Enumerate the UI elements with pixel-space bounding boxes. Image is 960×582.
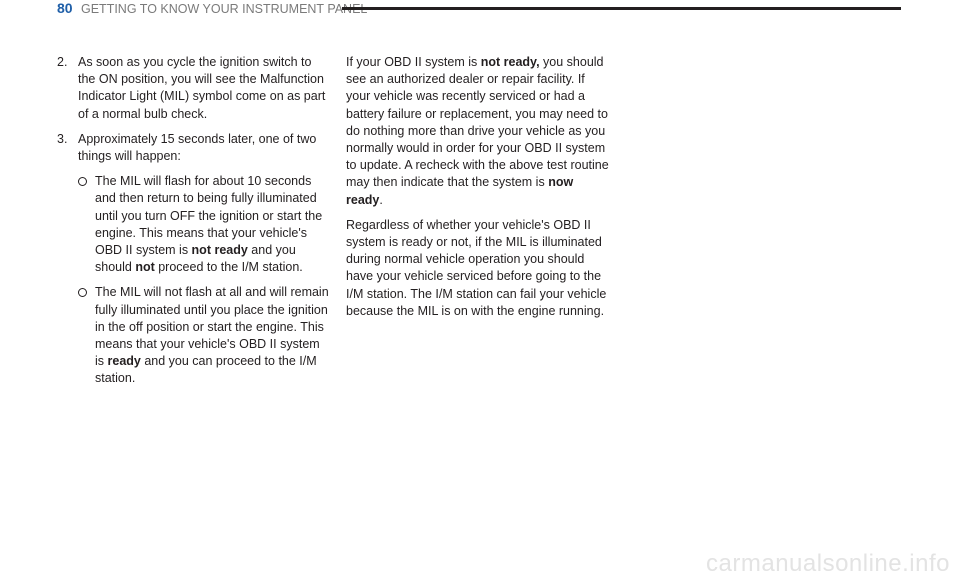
- numbered-item-2: [57, 54, 329, 123]
- bold-not-ready: not ready,: [480, 55, 540, 69]
- paragraph-not-ready: [346, 54, 610, 209]
- bullet-list: [78, 173, 329, 387]
- page-header: [57, 0, 901, 40]
- item-number: 3.: [57, 131, 68, 146]
- bullet-text: The MIL will not flash at all and will remain fully illuminated until you place the ignition in the off position or start the engine. This means that your vehicle's OBD II system is: [95, 285, 329, 369]
- item-number: 2.: [57, 55, 68, 69]
- circle-bullet-icon: [78, 177, 87, 186]
- paragraph-regardless: [346, 217, 610, 320]
- bold-now-ready: now ready: [346, 175, 574, 207]
- bold-not: not: [135, 260, 155, 275]
- page-number: 80: [57, 0, 73, 16]
- item-text: As soon as you cycle the ignition switch to the ON position, you will see the Malfunction Indicator Light (MIL) symbol come on as part of a normal bulb check.: [78, 55, 326, 121]
- paragraph-text: Regardless of whether your vehicle's OBD II system is ready or not, if the MIL is illuminated during normal vehicle operation you should have your vehicle serviced before going to the I/M station. The I/M station can fail your vehicle because the MIL is on with the engine running.: [346, 217, 607, 318]
- bold-ready: ready: [107, 354, 141, 369]
- bullet-text: The MIL will flash for about 10 seconds and then return to being fully illuminated until you turn OFF the ignition or start the engine. This means that your vehicle's OBD II system is: [95, 174, 323, 258]
- left-column: [57, 54, 329, 396]
- bold-not-ready: not ready: [191, 243, 248, 258]
- bullet-item-no-flash: [78, 284, 329, 387]
- paragraph-text: you should see an authorized dealer or repair facility. If your vehicle was recently serviced or had a battery failure or replacement, you may need to do nothing more than drive your vehicle as you normally would in order for your OBD II system to update. A recheck with the above test routine may then indicate that the system is: [346, 55, 609, 190]
- numbered-item-3: [57, 131, 329, 388]
- watermark: carmanualsonline.info: [706, 550, 950, 577]
- bullet-text: and you should: [95, 243, 296, 275]
- header-rule: [342, 7, 901, 10]
- bullet-text: and you can proceed to the I/M station.: [95, 354, 317, 386]
- paragraph-text: .: [379, 192, 383, 207]
- right-column: [346, 54, 610, 328]
- bullet-text: proceed to the I/M station.: [154, 260, 303, 275]
- bullet-item-flash: [78, 173, 329, 276]
- circle-bullet-icon: [78, 288, 87, 297]
- item-text: Approximately 15 seconds later, one of two things will happen:: [78, 131, 317, 164]
- section-title: GETTING TO KNOW YOUR INSTRUMENT PANEL: [81, 2, 368, 16]
- paragraph-text: If your OBD II system is: [346, 55, 481, 69]
